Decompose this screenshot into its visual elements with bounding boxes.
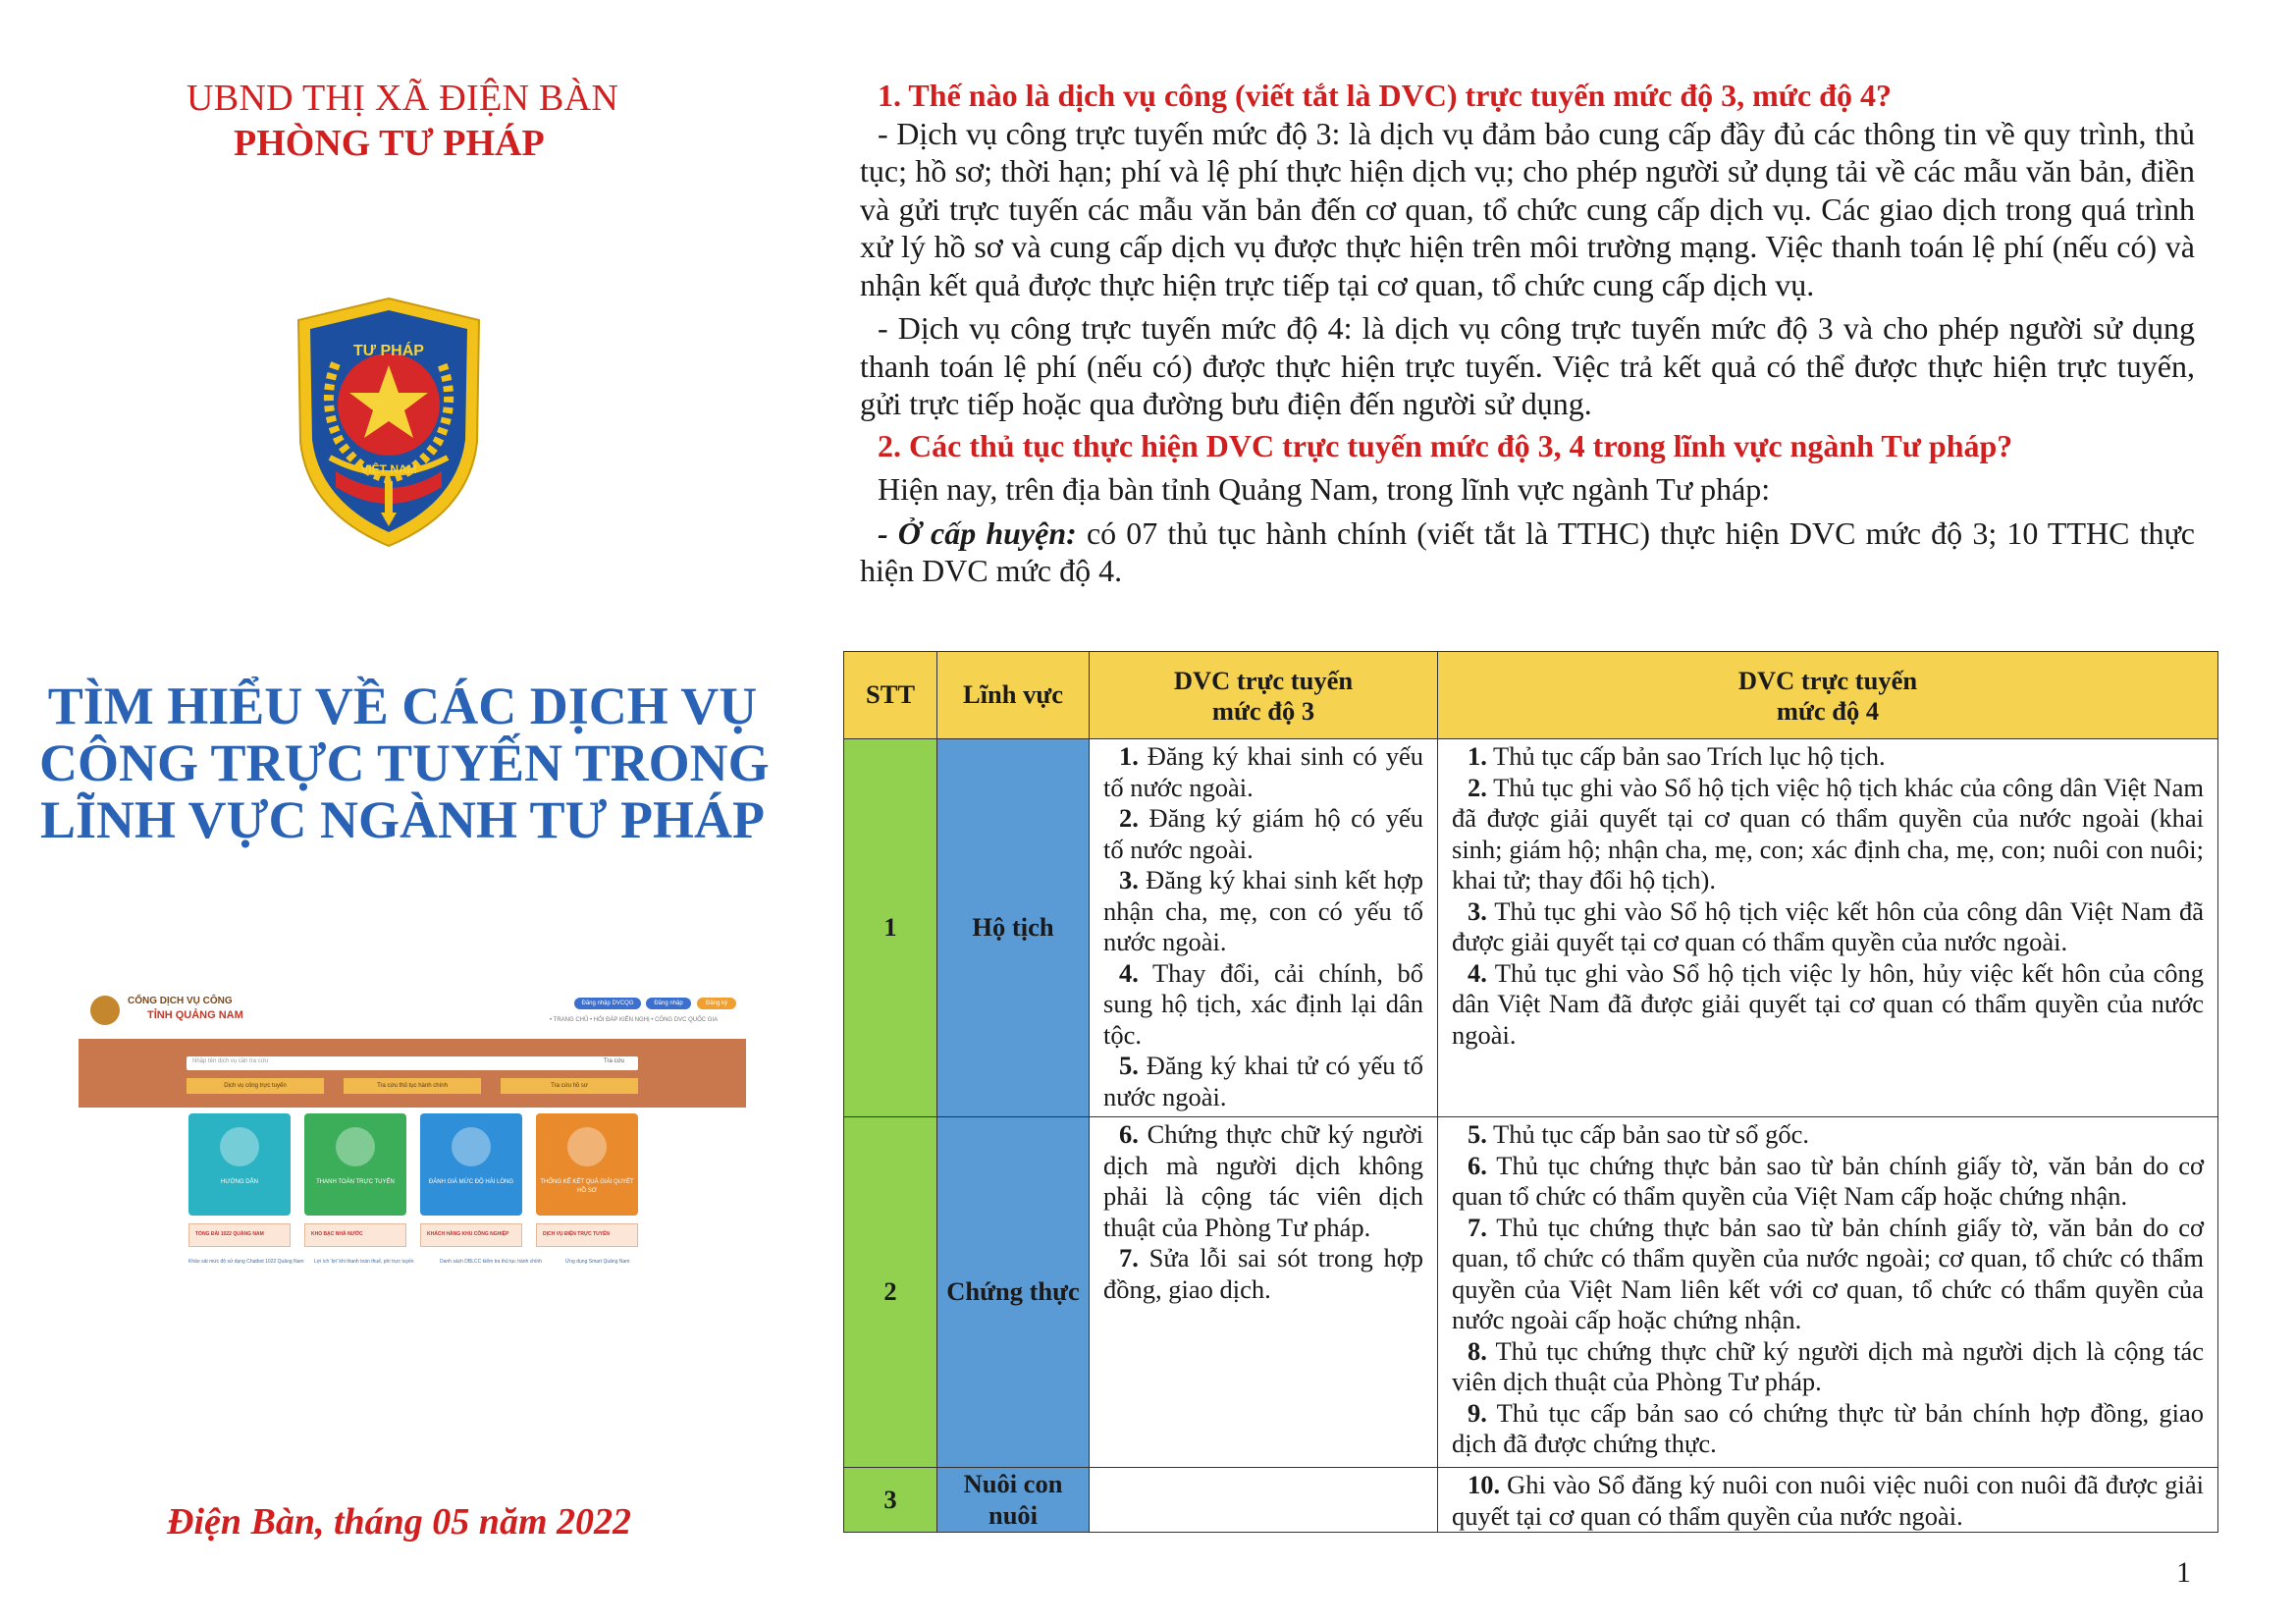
portal-register-button: Đăng ký [697, 998, 736, 1009]
guide-icon [220, 1127, 259, 1166]
org-name-line1: UBND THỊ XÃ ĐIỆN BÀN [187, 78, 619, 119]
paragraph-level3: - Dịch vụ công trực tuyến mức độ 3: là dịch vụ đảm bảo cung cấp đầy đủ các thông tin về quy trình, thủ tục; hồ sơ; thời hạn; phí và lệ phí thực hiện dịch vụ; cho phép người sử dụng tải về các mẫu văn bản, điền và gửi trực tuyến các mẫu văn bản đến cơ quan, tổ chức cung cấp dịch vụ. Các giao dịch trong quá trình xử lý hồ sơ và cung cấp dịch vụ được thực hiện trên môi trường mạng. Việc thanh toán lệ phí (nếu có) và nhận kết quả được thực hiện trực tiếp tại cơ quan, tổ chức cung cấp dịch vụ. [860, 115, 2195, 302]
rating-icon [452, 1127, 491, 1166]
header-level3 [1090, 652, 1438, 739]
portal-screenshot [79, 982, 746, 1296]
portal-hero [79, 1039, 746, 1108]
portal-banner [188, 1223, 291, 1247]
issue-date: Điện Bàn, tháng 05 năm 2022 [167, 1501, 631, 1543]
header-level4 [1438, 652, 2218, 739]
service-item [1452, 741, 2204, 773]
paragraph-level4: - Dịch vụ công trực tuyến mức độ 4: là dịch vụ công trực tuyến mức độ 3 và cho phép người sử dụng thanh toán lệ phí (nếu có) được thực hiện trực tuyến. Việc trả kết quả có thể được thực hiện trực tuyến, gửi trực tiếp hoặc qua đường bưu điện đến người sử dụng. [860, 310, 2195, 421]
portal-news-item: Lợi ích 'lợi' khi thanh toán thuế, phí trực tuyến [314, 1259, 414, 1265]
portal-tab: Tra cứu thủ tục hành chính [344, 1078, 481, 1094]
portal-tile-label: THỐNG KÊ KẾT QUẢ GIẢI QUYẾT HỒ SƠ [540, 1179, 634, 1194]
service-item [1452, 1119, 2204, 1151]
service-item-text: Đăng ký khai sinh có yếu tố nước ngoài. [1103, 741, 1423, 802]
service-item-number: 1. [1468, 741, 1487, 771]
service-item [1452, 773, 2204, 896]
paragraph-intro: Hiện nay, trên địa bàn tỉnh Quảng Nam, trong lĩnh vực ngành Tư pháp: [878, 471, 1771, 507]
service-item-number: 2. [1119, 803, 1139, 833]
header-level3-line1: DVC trực tuyến [1173, 665, 1354, 695]
service-item-number: 7. [1468, 1212, 1487, 1242]
header-level4-line2: mức độ 4 [1776, 696, 1880, 726]
portal-banner-text: TỔNG ĐÀI 1022 QUẢNG NAM [195, 1231, 264, 1237]
cell-level3 [1090, 739, 1438, 1117]
portal-tab: Tra cứu hồ sơ [501, 1078, 638, 1094]
service-item-text: Thủ tục ghi vào Sổ hộ tịch việc ly hôn, hủy việc kết hôn của công dân Việt Nam đã được giải quyết tại cơ quan có thẩm quyền của nước ngoài. [1452, 957, 2204, 1050]
org-name-line2: PHÒNG TƯ PHÁP [234, 123, 545, 164]
cover-column [0, 0, 805, 1624]
service-item [1452, 1470, 2204, 1532]
service-item-number: 7. [1119, 1243, 1139, 1272]
table-row [844, 1468, 2218, 1533]
service-item-text: Đăng ký giám hộ có yếu tố nước ngoài. [1103, 803, 1423, 864]
portal-news-item: Danh sách DBLCC kiểm tra thủ tục hành chính [440, 1259, 542, 1265]
service-item [1103, 803, 1423, 865]
header-level4-line1: DVC trực tuyến [1737, 665, 1918, 695]
portal-tile-label: ĐÁNH GIÁ MỨC ĐỘ HÀI LÒNG [428, 1179, 514, 1185]
service-item [1452, 958, 2204, 1052]
service-item [1452, 1213, 2204, 1336]
service-item-text: Thủ tục cấp bản sao Trích lục hộ tịch. [1486, 741, 1886, 771]
portal-search-placeholder: Nhập tên dịch vụ cần tra cứu [192, 1058, 269, 1064]
portal-banner [536, 1223, 638, 1247]
cell-field: Hộ tịch [937, 739, 1090, 1117]
portal-logo-icon [90, 996, 120, 1025]
emblem-bottom-text: VIỆT NAM [360, 462, 417, 476]
service-item-number: 4. [1468, 957, 1487, 988]
district-level-label: - Ở cấp huyện: [878, 514, 1077, 551]
service-item [1452, 896, 2204, 958]
service-item-number: 8. [1468, 1335, 1487, 1366]
portal-banner-text: KHO BẠC NHÀ NƯỚC [311, 1231, 363, 1237]
service-item-number: 2. [1468, 772, 1487, 802]
table-row [844, 739, 2218, 1117]
header-field: Lĩnh vực [937, 652, 1090, 739]
portal-tile-rating [420, 1113, 522, 1216]
paragraph-district-level [860, 514, 2195, 590]
header-stt: STT [844, 652, 937, 739]
district-level-text: có 07 thủ tục hành chính (viết tắt là TTHC) thực hiện DVC mức độ 3; 10 TTHC thực hiện DVC mức độ 4. [860, 514, 2196, 588]
service-item-number: 4. [1119, 957, 1139, 988]
service-item-number: 3. [1119, 865, 1139, 894]
portal-news-item: Ứng dụng Smart Quảng Nam [565, 1259, 630, 1265]
tu-phap-emblem-icon [291, 295, 487, 550]
table-header-row [844, 652, 2218, 739]
portal-brand-line1: CỔNG DỊCH VỤ CÔNG [128, 996, 233, 1006]
service-item-number: 5. [1119, 1051, 1139, 1080]
service-item-text: Thủ tục cấp bản sao từ sổ gốc. [1486, 1119, 1809, 1149]
service-item-text: Thủ tục cấp bản sao có chứng thực từ bản chính hợp đồng, giao dịch đã được chứng thực. [1452, 1397, 2204, 1458]
portal-login-button: Đăng nhập [646, 998, 691, 1009]
cell-level4 [1438, 739, 2218, 1117]
cell-level3 [1090, 1468, 1438, 1533]
stats-icon [567, 1127, 607, 1166]
service-item-text: Thủ tục ghi vào Sổ hộ tịch việc hộ tịch khác của công dân Việt Nam đã được giải quyết tại cơ quan có thẩm quyền của nước ngoài (khai sinh; giám hộ; nhận cha, mẹ, con; xác định cha, mẹ, con; nuôi con nuôi; khai tử; thay đổi hộ tịch). [1452, 772, 2204, 894]
portal-tile-guide [188, 1113, 291, 1216]
service-item-number: 6. [1119, 1119, 1139, 1149]
content-column [860, 77, 2195, 590]
cell-level4 [1438, 1468, 2218, 1533]
cell-field: Nuôi con nuôi [937, 1468, 1090, 1533]
cover-title-line: LĨNH VỰC NGÀNH TƯ PHÁP [39, 790, 766, 849]
service-item-text: Thay đổi, cải chính, bổ sung hộ tịch, xác định lại dân tộc. [1103, 957, 1423, 1050]
cell-stt: 3 [844, 1468, 937, 1533]
portal-tile-payment [304, 1113, 406, 1216]
service-item-number: 1. [1119, 741, 1139, 771]
portal-tile-label: THANH TOÁN TRỰC TUYẾN [316, 1179, 395, 1185]
cell-stt: 2 [844, 1117, 937, 1468]
service-item [1103, 1051, 1423, 1112]
service-item-number: 9. [1468, 1397, 1487, 1428]
service-item-text: Đăng ký khai sinh kết hợp nhận cha, mẹ, con có yếu tố nước ngoài. [1103, 865, 1423, 956]
service-item-text: Thủ tục chứng thực bản sao từ bản chính giấy tờ, văn bản do cơ quan, tổ chức có thẩm quyền của nước ngoài; cơ quan, tổ chức có thẩm quyền của Việt Nam liên kết với cơ quan, tổ chức có thẩm quyền của nước ngoài cấp hoặc chứng nhận. [1452, 1212, 2204, 1334]
header-level3-line2: mức độ 3 [1211, 696, 1315, 726]
service-item [1103, 865, 1423, 958]
portal-brand-line2: TỈNH QUẢNG NAM [147, 1009, 243, 1021]
portal-nav: • TRANG CHỦ • HỎI ĐÁP KIẾN NGHỊ • CÔNG DVC QUỐC GIA [550, 1017, 719, 1023]
question-2-heading: 2. Các thủ tục thực hiện DVC trực tuyến mức độ 3, 4 trong lĩnh vực ngành Tư pháp? [878, 427, 2013, 463]
service-item-text: Ghi vào Sổ đăng ký nuôi con nuôi việc nuôi con nuôi đã được giải quyết tại cơ quan có thẩm quyền của nước ngoài. [1452, 1470, 2204, 1531]
portal-search-button: Tra cứu [604, 1058, 624, 1064]
cell-level4 [1438, 1117, 2218, 1468]
cell-field: Chứng thực [937, 1117, 1090, 1468]
cell-level3 [1090, 1117, 1438, 1468]
cover-title-line: TÌM HIỂU VỀ CÁC DỊCH VỤ [47, 677, 758, 735]
service-item-number: 6. [1468, 1150, 1487, 1180]
portal-tab: Dịch vụ công trực tuyến [187, 1078, 324, 1094]
portal-news-item: Khảo sát mức độ sử dụng Chatbot 1022 Quảng Nam [188, 1259, 304, 1265]
portal-login-dvcqg-button: Đăng nhập DVCQG [574, 998, 641, 1009]
service-item-number: 10. [1468, 1470, 1501, 1499]
service-item-text: Sửa lỗi sai sót trong hợp đồng, giao dịch. [1103, 1243, 1423, 1304]
portal-tile-stats [536, 1113, 638, 1216]
portal-banner [304, 1223, 406, 1247]
service-item-number: 5. [1468, 1119, 1487, 1149]
service-item [1103, 958, 1423, 1052]
service-item-text: Thủ tục ghi vào Sổ hộ tịch việc kết hôn của công dân Việt Nam đã được giải quyết tại cơ quan có thẩm quyền của nước ngoài. [1452, 895, 2204, 956]
portal-banner [420, 1223, 522, 1247]
service-item [1452, 1336, 2204, 1398]
emblem-top-text: TƯ PHÁP [353, 343, 424, 359]
service-item [1103, 741, 1423, 803]
service-item-text: Đăng ký khai tử có yếu tố nước ngoài. [1103, 1051, 1423, 1111]
payment-icon [336, 1127, 375, 1166]
portal-tile-label: HƯỚNG DẪN [221, 1179, 258, 1185]
question-1-heading: 1. Thế nào là dịch vụ công (viết tắt là DVC) trực tuyến mức độ 3, mức độ 4? [878, 78, 1892, 113]
service-item [1452, 1151, 2204, 1213]
page-number: 1 [2176, 1556, 2191, 1589]
service-item-text: Chứng thực chữ ký người dịch mà người dịch không phải là cộng tác viên dịch thuật của Phòng Tư pháp. [1103, 1119, 1423, 1242]
cover-title-line: CÔNG TRỰC TUYẾN TRONG [39, 733, 770, 792]
service-item-text: Thủ tục chứng thực bản sao từ bản chính giấy tờ, văn bản do cơ quan tổ chức có thẩm quyền của Việt Nam cấp hoặc chứng nhận. [1452, 1150, 2204, 1211]
service-item-text: Thủ tục chứng thực chữ ký người dịch mà người dịch là cộng tác viên dịch thuật của Phòng Tư pháp. [1452, 1335, 2204, 1396]
portal-banner-text: DỊCH VỤ ĐIỆN TRỰC TUYẾN [543, 1231, 611, 1237]
portal-banner-text: KHÁCH HÀNG KHU CÔNG NGHIỆP [427, 1231, 509, 1237]
service-item-number: 3. [1468, 895, 1487, 926]
services-table [843, 651, 2218, 1533]
service-item [1452, 1398, 2204, 1460]
cell-stt: 1 [844, 739, 937, 1117]
service-item [1103, 1119, 1423, 1243]
table-row [844, 1117, 2218, 1468]
service-item [1103, 1243, 1423, 1305]
cover-title [39, 677, 770, 849]
